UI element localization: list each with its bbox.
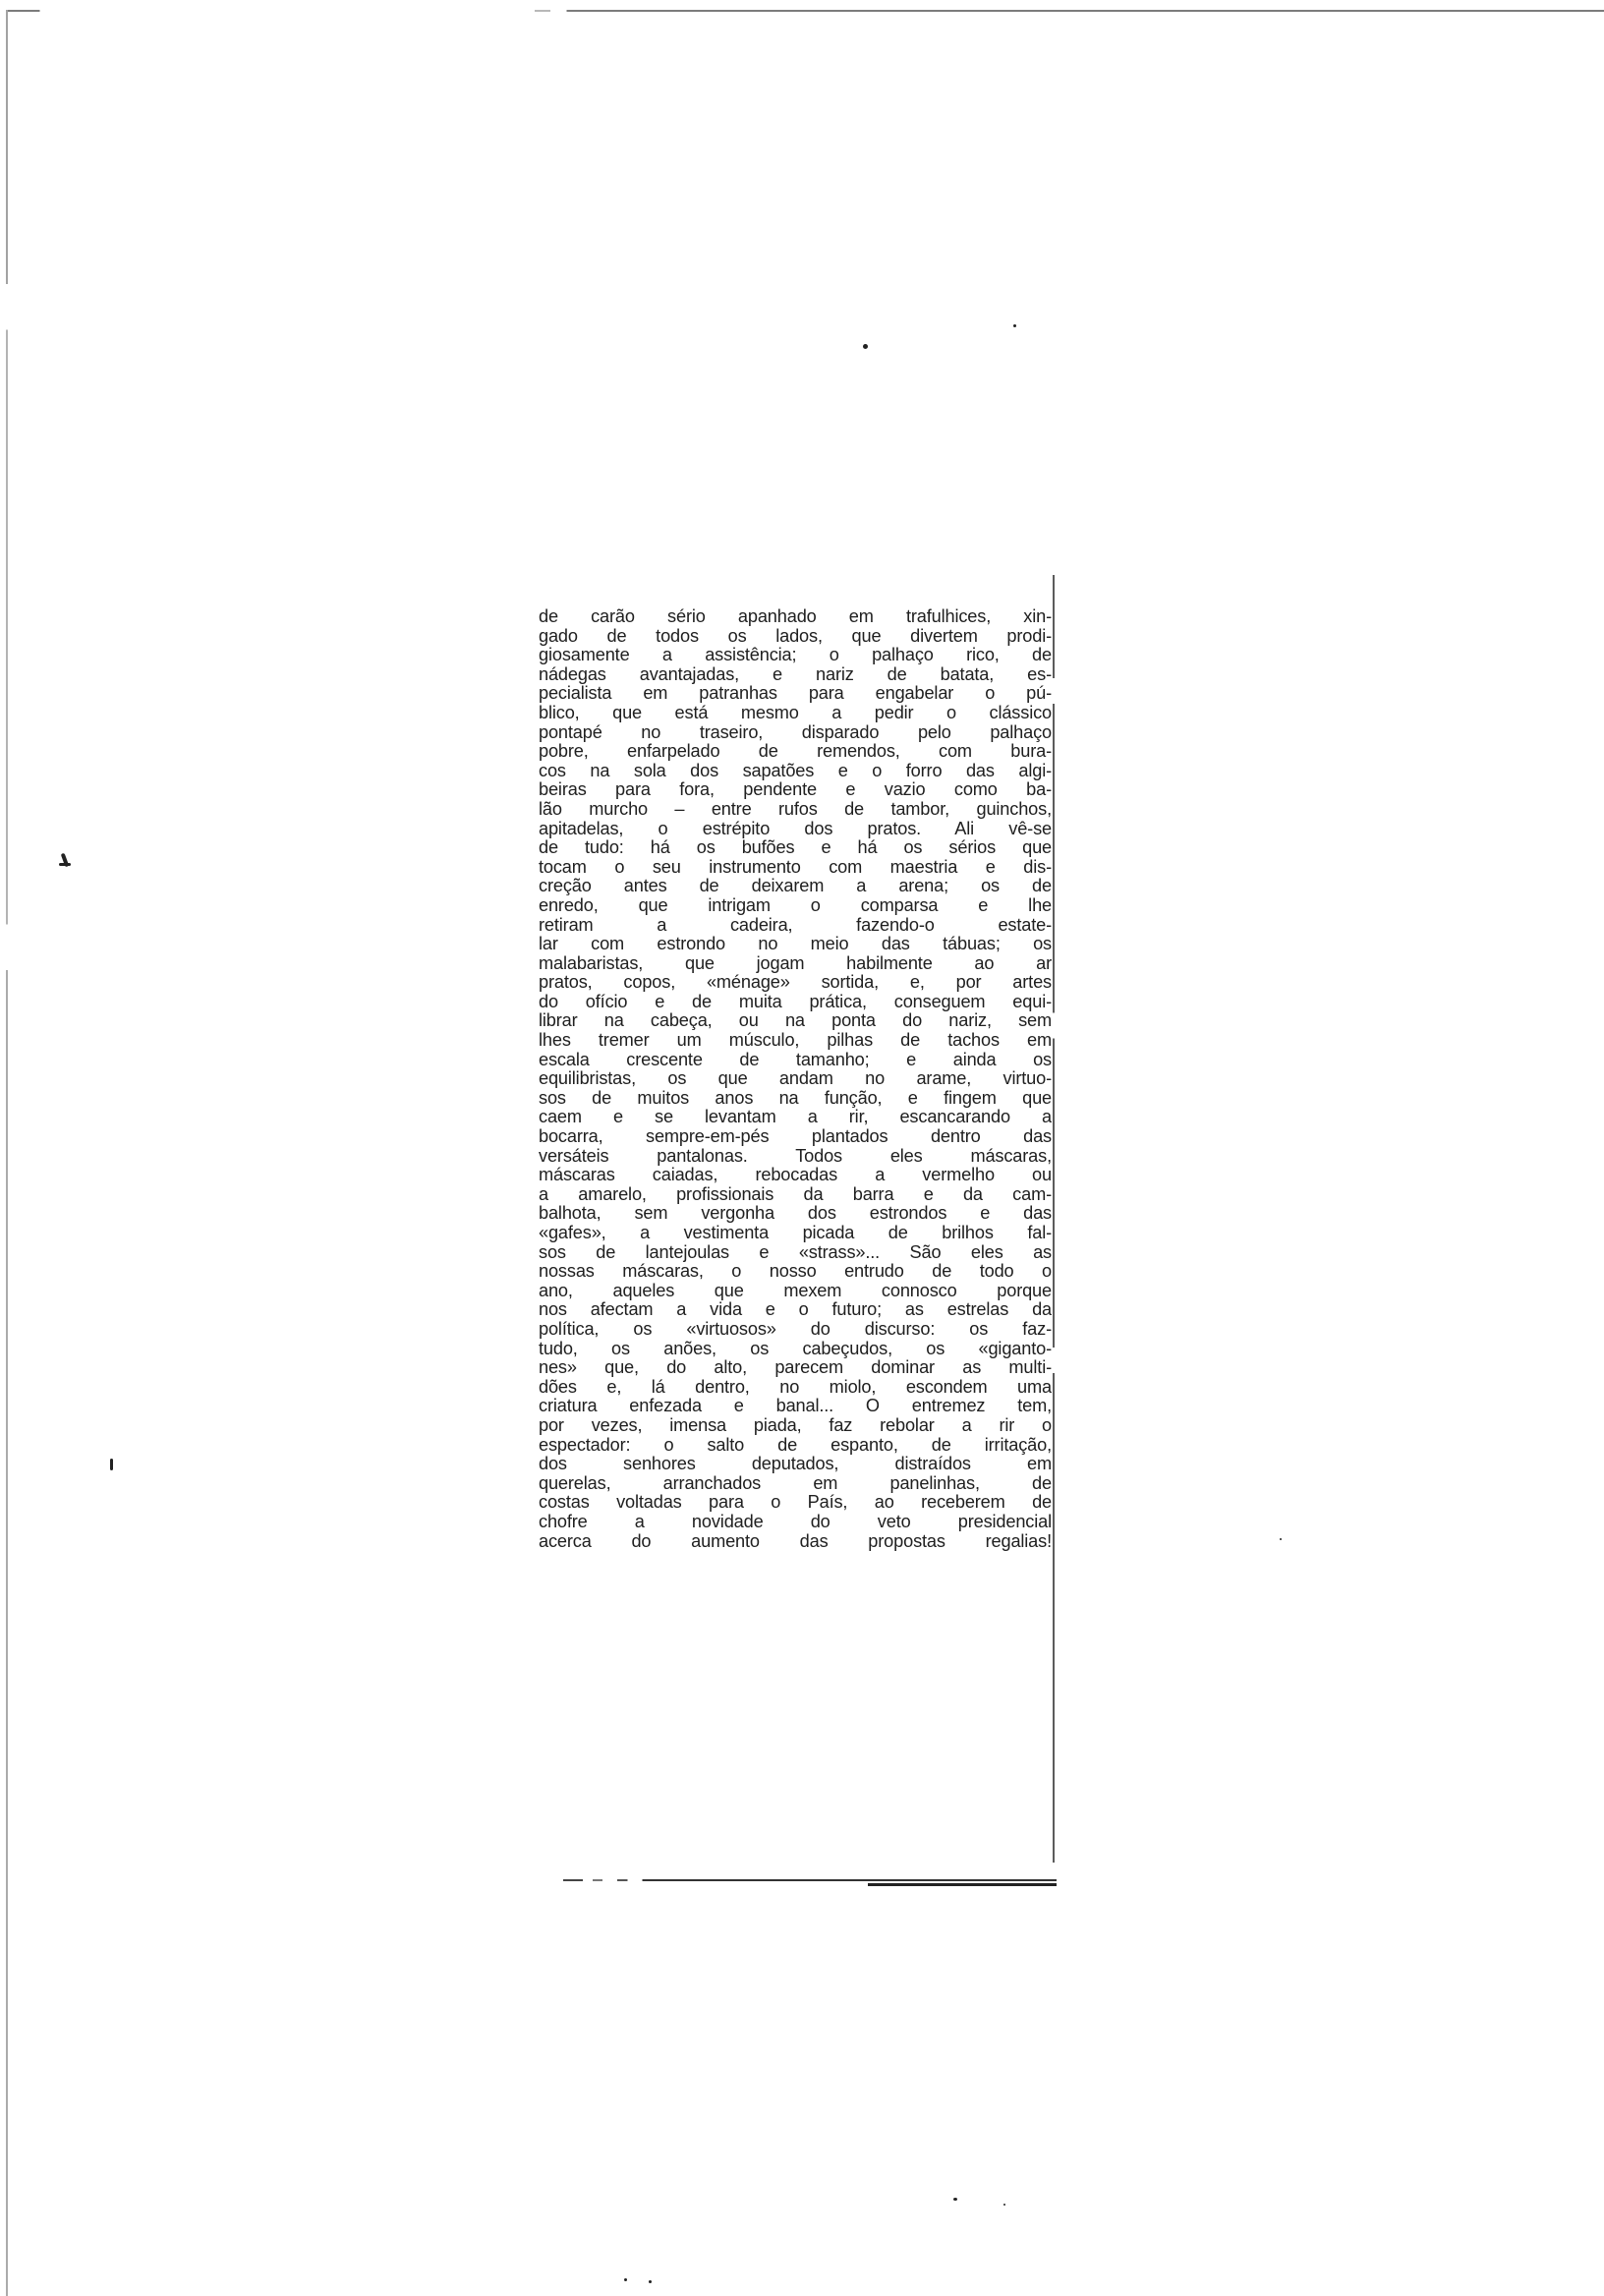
article-line: nádegas avantajadas, e nariz de batata, es- [539,664,1052,684]
article-line: cos na sola dos sapatões e o forro das algi- [539,761,1052,780]
article-line: a amarelo, profissionais da barra e da cam- [539,1184,1052,1204]
article-line: ano, aqueles que mexem connosco porque [539,1281,1052,1300]
article-line: dões e, lá dentro, no miolo, escondem uma [539,1377,1052,1397]
scan-top-edge [8,10,1604,12]
scan-speck [1280,1538,1282,1540]
article-line: sos de muitos anos na função, e fingem que [539,1088,1052,1108]
article-line: de carão sério apanhado em trafulhices, xin- [539,607,1052,626]
bottom-rule [563,1875,1057,1889]
article-line: lhes tremer um músculo, pilhas de tachos em [539,1031,1052,1051]
article-line: espectador: o salto de espanto, de irritação, [539,1435,1052,1455]
article-line: chofre a novidade do veto presidencial [539,1512,1052,1531]
article-line: librar na cabeça, ou na ponta do nariz, sem [539,1011,1052,1031]
article-line: por vezes, imensa piada, faz rebolar a rir o [539,1415,1052,1435]
article-line: pratos, copos, «ménage» sortida, e, por artes [539,973,1052,993]
newspaper-clipping [539,607,1060,1551]
article-line: bocarra, sempre-em-pés plantados dentro das [539,1127,1052,1147]
article-line: nes» que, do alto, parecem dominar as multi- [539,1358,1052,1378]
article-line: tudo, os anões, os cabeçudos, os «giganto- [539,1339,1052,1358]
article-line: criatura enfezada e banal... O entremez tem, [539,1397,1052,1416]
scan-speck [1003,2204,1005,2206]
article-line: nos afectam a vida e o futuro; as estrelas da [539,1300,1052,1320]
article-line: política, os «virtuosos» do discurso: os faz- [539,1319,1052,1339]
scan-speck [863,344,868,349]
article-line: «gafes», a vestimenta picada de brilhos fal- [539,1224,1052,1242]
scan-left-edge [6,10,8,2296]
article-line: querelas, arranchados em panelinhas, de [539,1473,1052,1493]
scan-speck [649,2280,652,2283]
scan-speck [1013,324,1016,327]
scan-speck [110,1459,113,1470]
article-body [539,607,1052,1551]
article-line: versáteis pantalonas. Todos eles máscaras, [539,1146,1052,1166]
article-line: creção antes de deixarem a arena; os de [539,877,1052,896]
article-line: máscaras caiadas, rebocadas a vermelho ou [539,1166,1052,1185]
article-line: pecialista em patranhas para engabelar o pú- [539,684,1052,704]
scan-speck [953,2198,957,2201]
article-line: caem e se levantam a rir, escancarando a [539,1108,1052,1127]
article-line: lar com estrondo no meio das tábuas; os [539,935,1052,954]
article-line: gado de todos os lados, que divertem prodi- [539,626,1052,646]
article-line: malabaristas, que jogam habilmente ao ar [539,953,1052,973]
scan-speck [624,2278,627,2281]
article-line: beiras para fora, pendente e vazio como ba- [539,780,1052,800]
article-line: escala crescente de tamanho; e ainda os [539,1050,1052,1069]
article-line: de tudo: há os bufões e há os sérios que [539,838,1052,858]
article-line: nossas máscaras, o nosso entrudo de todo o [539,1262,1052,1282]
article-line: do ofício e de muita prática, conseguem equi- [539,992,1052,1011]
article-line: blico, que está mesmo a pedir o clássico [539,703,1052,722]
article-line: equilibristas, os que andam no arame, virtuo- [539,1069,1052,1089]
article-line: costas voltadas para o País, ao receberem de [539,1493,1052,1513]
article-line: apitadelas, o estrépito dos pratos. Ali vê-se [539,819,1052,838]
article-line: pontapé no traseiro, disparado pelo palhaço [539,722,1052,742]
article-line: pobre, enfarpelado de remendos, com bura- [539,742,1052,762]
scan-speck [59,863,71,866]
article-line: balhota, sem vergonha dos estrondos e das [539,1204,1052,1224]
article-line: tocam o seu instrumento com maestria e dis- [539,857,1052,877]
article-line: enredo, que intrigam o comparsa e lhe [539,895,1052,915]
article-line: giosamente a assistência; o palhaço rico, de [539,646,1052,665]
article-line: acerca do aumento das propostas regalias! [539,1531,1052,1551]
article-line: retiram a cadeira, fazendo-o estate- [539,915,1052,935]
article-line: sos de lantejoulas e «strass»... São eles as [539,1242,1052,1262]
article-line: dos senhores deputados, distraídos em [539,1455,1052,1474]
article-line: lão murcho – entre rufos de tambor, guinchos, [539,799,1052,819]
